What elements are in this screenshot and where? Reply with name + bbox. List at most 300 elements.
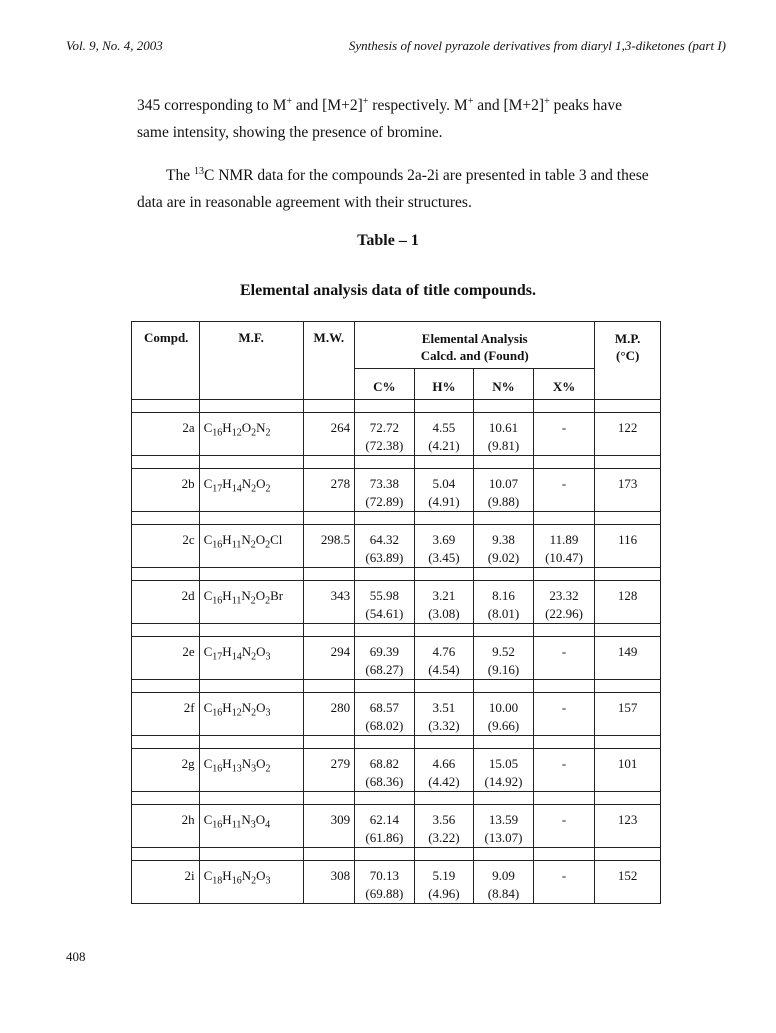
- cell-hydrogen: [414, 525, 474, 568]
- spacer-cell: [533, 568, 595, 581]
- text: and [M+2]: [292, 97, 363, 114]
- formula-subscript: 12: [231, 427, 242, 439]
- cell-hydrogen-value: (4.21): [428, 438, 460, 453]
- cell-molecular-weight-value: 264: [330, 420, 351, 435]
- cell-carbon: [355, 805, 415, 848]
- text: The: [166, 167, 194, 184]
- cell-carbon: [355, 413, 415, 456]
- cell-compd-value: 2f: [183, 700, 195, 715]
- cell-nitrogen-value: (9.02): [487, 550, 520, 565]
- cell-nitrogen: [474, 749, 534, 792]
- spacer-cell: [595, 848, 661, 861]
- journal-volume: Vol. 9, No. 4, 2003: [66, 38, 163, 53]
- formula-element: C: [203, 588, 213, 603]
- header-x: X%: [533, 369, 595, 400]
- cell-nitrogen-value: (8.84): [487, 886, 520, 901]
- table-caption: Elemental analysis data of title compounds.: [239, 282, 536, 299]
- spacer-cell: [355, 680, 415, 693]
- spacer-cell: [132, 792, 200, 805]
- header-mp: [595, 322, 661, 400]
- cell-nitrogen: [474, 469, 534, 512]
- cell-hydrogen-value: (3.08): [428, 606, 460, 621]
- cell-hydrogen: [414, 413, 474, 456]
- cell-compd-value: 2e: [182, 644, 195, 659]
- cell-melting-point-value: 149: [617, 644, 638, 659]
- formula-subscript: 2: [265, 483, 271, 495]
- spacer-cell: [595, 736, 661, 749]
- cell-carbon-value: 68.82: [369, 756, 399, 771]
- cell-hydrogen-value: (4.96): [428, 886, 460, 901]
- spacer-cell: [533, 624, 595, 637]
- formula-subscript: 2: [265, 595, 271, 607]
- running-title: Synthesis of novel pyrazole derivatives from diaryl 1,3-diketones (part I): [348, 38, 726, 53]
- cell-carbon-value: (68.02): [365, 718, 404, 733]
- spacer-cell: [303, 512, 354, 525]
- cell-hydrogen-value: (4.42): [428, 774, 460, 789]
- formula-element: C: [203, 644, 213, 659]
- header-compd: Compd.: [132, 322, 200, 400]
- header-analysis-line1: Elemental Analysis: [421, 331, 528, 346]
- cell-carbon-value: (72.38): [365, 438, 404, 453]
- cell-carbon-value: (68.27): [365, 662, 404, 677]
- formula-element: C: [203, 476, 213, 491]
- formula-subscript: 3: [265, 651, 271, 663]
- formula-element: H: [222, 532, 232, 547]
- formula-element: O: [255, 532, 266, 547]
- cell-hydrogen-value: 5.19: [432, 868, 456, 883]
- spacer-cell: [474, 568, 534, 581]
- row-spacer: [132, 400, 661, 413]
- running-header: [66, 38, 726, 58]
- spacer-cell: [533, 456, 595, 469]
- spacer-cell: [414, 792, 474, 805]
- formula-subscript: 16: [212, 819, 223, 831]
- row-spacer: [132, 456, 661, 469]
- spacer-cell: [199, 456, 303, 469]
- row-spacer: [132, 568, 661, 581]
- spacer-cell: [595, 792, 661, 805]
- cell-nitrogen-value: (9.16): [487, 662, 520, 677]
- cell-hydrogen: [414, 749, 474, 792]
- spacer-cell: [533, 848, 595, 861]
- cell-carbon-value: 69.39: [369, 644, 399, 659]
- cell-halogen: [533, 637, 595, 680]
- formula-element: N: [241, 868, 252, 883]
- formula-subscript: 4: [265, 819, 271, 831]
- formula-subscript: 17: [212, 483, 223, 495]
- cell-halogen: [533, 413, 595, 456]
- cell-melting-point: [595, 413, 661, 456]
- spacer-cell: [474, 624, 534, 637]
- cell-carbon: [355, 637, 415, 680]
- spacer-cell: [595, 400, 661, 413]
- formula-element: Br: [270, 588, 284, 603]
- formula-subscript: 16: [212, 707, 223, 719]
- spacer-cell: [303, 680, 354, 693]
- formula-subscript: 2: [251, 707, 257, 719]
- cell-hydrogen-value: (4.54): [428, 662, 460, 677]
- spacer-cell: [414, 568, 474, 581]
- formula-subscript: 3: [251, 763, 257, 775]
- cell-halogen-value: 11.89: [549, 532, 579, 547]
- cell-molecular-formula: [199, 525, 303, 568]
- text: 345 corresponding to M: [137, 97, 287, 114]
- formula-subscript: 16: [231, 875, 242, 887]
- cell-molecular-weight: [303, 693, 354, 736]
- formula-subscript: 16: [212, 427, 223, 439]
- formula-subscript: 17: [212, 651, 223, 663]
- cell-compd: [132, 581, 200, 624]
- cell-compd-value: 2g: [181, 756, 195, 771]
- cell-nitrogen-value: (9.88): [487, 494, 520, 509]
- spacer-cell: [132, 568, 200, 581]
- header-c: C%: [355, 369, 415, 400]
- cell-molecular-formula: [199, 861, 303, 904]
- formula-element: C: [203, 756, 213, 771]
- formula-element: O: [256, 868, 266, 883]
- cell-melting-point: [595, 749, 661, 792]
- cell-hydrogen-value: 4.55: [432, 420, 456, 435]
- page-number: 408: [66, 949, 86, 964]
- spacer-cell: [132, 512, 200, 525]
- cell-melting-point: [595, 693, 661, 736]
- formula-subscript: 14: [231, 651, 242, 663]
- spacer-cell: [595, 680, 661, 693]
- formula-element: N: [241, 812, 251, 827]
- formula-subscript: 13: [231, 763, 242, 775]
- cell-halogen: [533, 749, 595, 792]
- spacer-cell: [355, 736, 415, 749]
- formula-subscript: 16: [212, 539, 223, 551]
- table-title: Table – 1: [357, 232, 419, 249]
- cell-hydrogen-value: (3.22): [428, 830, 460, 845]
- formula-element: O: [256, 700, 266, 715]
- cell-hydrogen: [414, 637, 474, 680]
- cell-molecular-formula: [199, 581, 303, 624]
- cell-carbon-value: 72.72: [369, 420, 399, 435]
- cell-nitrogen: [474, 637, 534, 680]
- formula-element: C: [203, 700, 213, 715]
- cell-nitrogen-value: 9.09: [492, 868, 515, 883]
- spacer-cell: [199, 512, 303, 525]
- spacer-cell: [474, 512, 534, 525]
- cell-halogen-value: (10.47): [545, 550, 584, 565]
- formula-subscript: 3: [265, 875, 271, 887]
- cell-halogen: [533, 469, 595, 512]
- cell-molecular-weight-value: 298.5: [320, 532, 351, 547]
- cell-halogen-value: -: [561, 420, 567, 435]
- cell-molecular-weight: [303, 525, 354, 568]
- spacer-cell: [303, 456, 354, 469]
- cell-molecular-formula: [199, 469, 303, 512]
- cell-halogen-value: -: [561, 756, 567, 771]
- cell-molecular-weight-value: 343: [330, 588, 351, 603]
- cell-carbon: [355, 581, 415, 624]
- cell-molecular-weight: [303, 805, 354, 848]
- cell-melting-point-value: 128: [617, 588, 638, 603]
- formula-subscript: 18: [212, 875, 223, 887]
- cell-carbon-value: (54.61): [365, 606, 404, 621]
- spacer-cell: [595, 512, 661, 525]
- superscript: 13: [193, 165, 204, 177]
- spacer-cell: [199, 568, 303, 581]
- paragraph-nmr: [137, 162, 657, 216]
- spacer-cell: [533, 512, 595, 525]
- formula-element: H: [222, 868, 232, 883]
- cell-melting-point: [595, 469, 661, 512]
- cell-carbon-value: 73.38: [369, 476, 399, 491]
- cell-compd-value: 2b: [181, 476, 195, 491]
- table-row: [132, 861, 661, 904]
- spacer-cell: [132, 456, 200, 469]
- row-spacer: [132, 624, 661, 637]
- spacer-cell: [474, 400, 534, 413]
- formula-element: H: [222, 476, 232, 491]
- cell-hydrogen: [414, 805, 474, 848]
- cell-nitrogen-value: 9.52: [492, 644, 515, 659]
- cell-compd-value: 2h: [181, 812, 195, 827]
- cell-halogen-value: -: [561, 868, 567, 883]
- spacer-cell: [474, 456, 534, 469]
- spacer-cell: [595, 624, 661, 637]
- cell-compd-value: 2c: [182, 532, 195, 547]
- formula-subscript: 2: [251, 483, 257, 495]
- cell-nitrogen-value: 15.05: [488, 756, 519, 771]
- formula-subscript: 16: [212, 595, 223, 607]
- spacer-cell: [414, 512, 474, 525]
- cell-nitrogen-value: (13.07): [484, 830, 523, 845]
- spacer-cell: [474, 792, 534, 805]
- text: peaks have same intensity, showing the presence of bromine.: [137, 97, 623, 141]
- cell-melting-point: [595, 861, 661, 904]
- spacer-cell: [414, 624, 474, 637]
- spacer-cell: [132, 400, 200, 413]
- cell-halogen-value: -: [561, 700, 567, 715]
- superscript: +: [362, 95, 369, 107]
- cell-halogen-value: -: [561, 812, 567, 827]
- cell-nitrogen: [474, 413, 534, 456]
- cell-compd-value: 2a: [182, 420, 195, 435]
- spacer-cell: [595, 568, 661, 581]
- spacer-cell: [474, 680, 534, 693]
- cell-molecular-weight: [303, 469, 354, 512]
- cell-molecular-formula: [199, 413, 303, 456]
- superscript: +: [544, 95, 550, 107]
- cell-hydrogen-value: 3.56: [432, 812, 456, 827]
- cell-nitrogen-value: 10.61: [488, 420, 519, 435]
- cell-carbon-value: 62.14: [369, 812, 399, 827]
- spacer-cell: [533, 736, 595, 749]
- superscript: +: [286, 95, 293, 107]
- cell-melting-point: [595, 637, 661, 680]
- cell-molecular-weight: [303, 413, 354, 456]
- cell-hydrogen-value: 5.04: [432, 476, 456, 491]
- formula-element: O: [255, 588, 266, 603]
- spacer-cell: [474, 848, 534, 861]
- formula-element: O: [241, 420, 252, 435]
- cell-molecular-weight-value: 279: [330, 756, 351, 771]
- formula-subscript: 2: [265, 427, 271, 439]
- formula-subscript: 11: [231, 539, 242, 551]
- cell-compd: [132, 693, 200, 736]
- spacer-cell: [199, 400, 303, 413]
- cell-nitrogen-value: 8.16: [492, 588, 515, 603]
- formula-element: H: [222, 756, 232, 771]
- spacer-cell: [355, 512, 415, 525]
- spacer-cell: [199, 736, 303, 749]
- table-body: [132, 400, 661, 904]
- cell-carbon-value: (68.36): [365, 774, 404, 789]
- cell-hydrogen-value: 3.51: [432, 700, 456, 715]
- cell-halogen: [533, 805, 595, 848]
- formula-element: C: [203, 868, 213, 883]
- spacer-cell: [303, 624, 354, 637]
- cell-nitrogen: [474, 525, 534, 568]
- spacer-cell: [199, 848, 303, 861]
- cell-nitrogen-value: 13.59: [488, 812, 519, 827]
- formula-subscript: 2: [265, 763, 271, 775]
- formula-subscript: 3: [250, 819, 256, 831]
- cell-compd: [132, 749, 200, 792]
- cell-melting-point-value: 122: [617, 420, 638, 435]
- formula-element: N: [241, 700, 252, 715]
- cell-nitrogen-value: (9.81): [487, 438, 520, 453]
- spacer-cell: [533, 400, 595, 413]
- spacer-cell: [355, 792, 415, 805]
- header-n: N%: [474, 369, 534, 400]
- formula-element: N: [241, 532, 251, 547]
- cell-molecular-weight-value: 308: [330, 868, 351, 883]
- cell-melting-point-value: 152: [617, 868, 638, 883]
- cell-molecular-formula: [199, 805, 303, 848]
- header-analysis-line2: Calcd. and (Found): [420, 348, 529, 363]
- formula-element: H: [222, 588, 232, 603]
- cell-nitrogen-value: 9.38: [492, 532, 515, 547]
- formula-subscript: 11: [231, 595, 242, 607]
- cell-carbon-value: (72.89): [365, 494, 404, 509]
- elemental-analysis-table: [131, 321, 661, 904]
- cell-melting-point-value: 116: [618, 532, 638, 547]
- spacer-cell: [355, 568, 415, 581]
- formula-element: H: [222, 420, 232, 435]
- spacer-cell: [199, 792, 303, 805]
- cell-melting-point-value: 173: [617, 476, 638, 491]
- cell-nitrogen-value: 10.07: [488, 476, 519, 491]
- formula-element: N: [241, 476, 252, 491]
- header-row: [132, 322, 661, 369]
- formula-subscript: 16: [212, 763, 223, 775]
- superscript: +: [467, 95, 474, 107]
- cell-molecular-formula: [199, 749, 303, 792]
- cell-nitrogen-value: (14.92): [484, 774, 523, 789]
- cell-hydrogen-value: 3.21: [432, 588, 456, 603]
- cell-nitrogen-value: (8.01): [487, 606, 520, 621]
- spacer-cell: [303, 400, 354, 413]
- cell-molecular-weight-value: 294: [330, 644, 351, 659]
- spacer-cell: [355, 400, 415, 413]
- header-h: H%: [414, 369, 474, 400]
- row-spacer: [132, 512, 661, 525]
- spacer-cell: [303, 736, 354, 749]
- formula-element: O: [255, 812, 266, 827]
- cell-hydrogen: [414, 469, 474, 512]
- table-row: [132, 693, 661, 736]
- formula-subscript: 12: [231, 707, 242, 719]
- cell-carbon-value: 68.57: [369, 700, 399, 715]
- spacer-cell: [303, 568, 354, 581]
- formula-subscript: 2: [265, 539, 271, 551]
- spacer-cell: [132, 624, 200, 637]
- cell-carbon-value: 64.32: [369, 532, 399, 547]
- cell-melting-point-value: 157: [617, 700, 638, 715]
- cell-compd-value: 2i: [184, 868, 195, 883]
- cell-hydrogen-value: (3.32): [428, 718, 460, 733]
- spacer-cell: [303, 848, 354, 861]
- header-mp-line2: (°C): [616, 348, 640, 363]
- formula-element: H: [222, 700, 232, 715]
- spacer-cell: [595, 456, 661, 469]
- header-analysis: [355, 322, 595, 369]
- formula-subscript: 2: [251, 427, 257, 439]
- header-mp-line1: M.P.: [614, 331, 641, 346]
- spacer-cell: [533, 680, 595, 693]
- cell-molecular-weight: [303, 861, 354, 904]
- cell-nitrogen-value: (9.66): [487, 718, 520, 733]
- cell-halogen: [533, 693, 595, 736]
- header-mf: M.F.: [199, 322, 303, 400]
- cell-nitrogen: [474, 805, 534, 848]
- cell-melting-point: [595, 525, 661, 568]
- formula-element: N: [256, 420, 266, 435]
- cell-melting-point: [595, 581, 661, 624]
- formula-element: C: [203, 812, 213, 827]
- cell-molecular-weight-value: 309: [330, 812, 351, 827]
- spacer-cell: [414, 848, 474, 861]
- table-row: [132, 525, 661, 568]
- cell-molecular-formula: [199, 637, 303, 680]
- text: and [M+2]: [473, 97, 545, 114]
- cell-hydrogen-value: (4.91): [428, 494, 460, 509]
- row-spacer: [132, 792, 661, 805]
- cell-carbon-value: (69.88): [365, 886, 404, 901]
- formula-element: C: [203, 420, 213, 435]
- formula-subscript: 11: [231, 819, 242, 831]
- row-spacer: [132, 680, 661, 693]
- cell-carbon: [355, 469, 415, 512]
- cell-molecular-weight: [303, 749, 354, 792]
- formula-element: N: [241, 644, 252, 659]
- text: respectively. M: [368, 97, 468, 114]
- cell-hydrogen: [414, 693, 474, 736]
- cell-compd: [132, 637, 200, 680]
- spacer-cell: [355, 624, 415, 637]
- spacer-cell: [355, 456, 415, 469]
- cell-compd: [132, 469, 200, 512]
- spacer-cell: [474, 736, 534, 749]
- formula-subscript: 14: [231, 483, 242, 495]
- formula-element: O: [256, 476, 266, 491]
- cell-carbon-value: 55.98: [369, 588, 399, 603]
- cell-carbon: [355, 749, 415, 792]
- cell-carbon-value: 70.13: [369, 868, 399, 883]
- formula-element: Cl: [270, 532, 283, 547]
- cell-halogen: [533, 861, 595, 904]
- cell-nitrogen: [474, 861, 534, 904]
- cell-hydrogen-value: 3.69: [432, 532, 456, 547]
- cell-hydrogen-value: 4.76: [432, 644, 456, 659]
- formula-element: H: [222, 812, 232, 827]
- spacer-cell: [132, 680, 200, 693]
